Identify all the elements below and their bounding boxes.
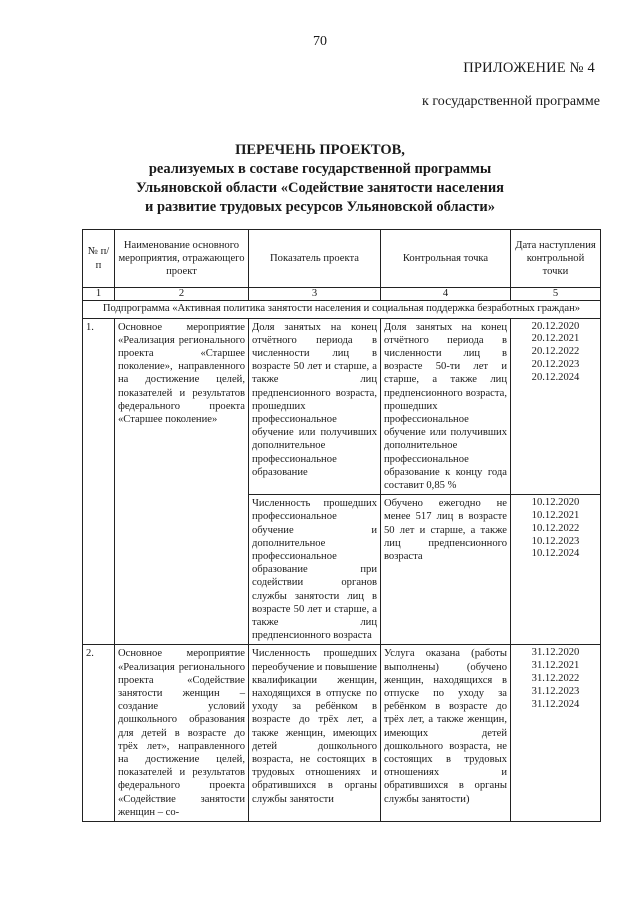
subprogram-title: Подпрограмма «Активная политика занятости населения и социальная поддержка безработных граждан»: [83, 301, 601, 319]
document-title: [0, 141, 640, 217]
subprogram-row: [83, 301, 601, 319]
date-item: 20.12.2024: [531, 371, 580, 383]
date-item: 31.12.2020: [531, 647, 580, 659]
table-row: [83, 318, 601, 495]
title-line-1: ПЕРЕЧЕНЬ ПРОЕКТОВ,: [235, 142, 405, 158]
row-checkpoint: Обучено ежегодно не менее 517 лиц в возрасте 50 лет и старше, а также лиц предпенсионного возраста: [381, 495, 511, 645]
row-measure: Основное мероприятие «Реализация регионального проекта «Содействие занятости женщин – создание условий дошкольного образования для детей в возрасте до трёх лет», направленного на достижение целей, показателей и результатов федерального проекта «Содействие занятости женщин – со-: [115, 645, 249, 822]
date-item: 20.12.2022: [531, 346, 580, 358]
row-dates: [511, 495, 601, 645]
header-measure: Наименование основного мероприятия, отражающего проект: [115, 230, 249, 288]
row-indicator: Численность прошедших профессиональное обучение и дополнительное профессиональное образование при содействии органов службы занятости лиц в возрасте 50 лет и старше, а также лиц предпенсионного возраста: [249, 495, 381, 645]
row-dates: [511, 645, 601, 822]
title-line-2: реализуемых в составе государственной программы: [148, 161, 492, 177]
date-item: 31.12.2023: [531, 685, 580, 697]
row-number: 1.: [83, 318, 115, 645]
table-header-row: [83, 230, 601, 288]
table-row: [83, 645, 601, 822]
date-item: 20.12.2023: [531, 358, 580, 370]
date-item: 31.12.2021: [531, 660, 580, 672]
header-checkpoint: Контрольная точка: [381, 230, 511, 288]
date-item: 10.12.2020: [531, 497, 580, 509]
row-indicator: Доля занятых на конец отчётного периода в численности лиц в возрасте 50 лет и старше, а также лиц предпенсионного возраста, прошедших профессиональное обучение или получивших дополнительное профессиональное образование: [249, 318, 381, 495]
date-item: 20.12.2020: [531, 320, 580, 332]
row-checkpoint: Доля занятых на конец отчётного периода в численности лиц в возрасте 50-ти лет и старше, а также лиц предпенсионного возраста, прошедших профессиональное обучение или получивших дополнительное профессиональное образование к концу года составит 0,85 %: [381, 318, 511, 495]
row-checkpoint: Услуга оказана (работы выполнены) (обучено женщин, находящихся в отпуске по уходу за ребёнком в возрасте до трёх лет, а также женщин, имеющих детей дошкольного возраста, не состоящих в трудовых отношениях и обратившихся в органы службы занятости): [381, 645, 511, 822]
title-line-4: и развитие трудовых ресурсов Ульяновской области»: [144, 199, 496, 215]
column-number-row: [83, 288, 601, 301]
projects-table: [82, 229, 601, 822]
title-line-3: Ульяновской области «Содействие занятости населения: [135, 180, 505, 196]
date-item: 10.12.2021: [531, 509, 580, 521]
date-item: 20.12.2021: [531, 333, 580, 345]
date-item: 31.12.2022: [531, 672, 580, 684]
column-number: 5: [511, 288, 601, 301]
appendix-subtitle: к государственной программе: [422, 94, 600, 109]
header-indicator: Показатель проекта: [249, 230, 381, 288]
column-number: 3: [249, 288, 381, 301]
row-measure: Основное мероприятие «Реализация регионального проекта «Старшее поколение», направленного на достижение целей, показателей и результатов федерального проекта «Старшее поколение»: [115, 318, 249, 645]
row-indicator: Численность прошедших переобучение и повышение квалификации женщин, находящихся в отпуске по уходу за ребёнком в возрасте до трёх лет, а также женщин, имеющих детей дошкольного возраста, не состоящих в трудовых отношениях и обратившихся в органы службы занятости: [249, 645, 381, 822]
row-number: 2.: [83, 645, 115, 822]
appendix-label: ПРИЛОЖЕНИЕ № 4: [463, 60, 595, 76]
header-date: Дата наступления контрольной точки: [511, 230, 601, 288]
row-dates: [511, 318, 601, 495]
column-number: 2: [115, 288, 249, 301]
header-number: № п/п: [83, 230, 115, 288]
column-number: 4: [381, 288, 511, 301]
date-item: 31.12.2024: [531, 698, 580, 710]
date-item: 10.12.2022: [531, 522, 580, 534]
page-number: 70: [313, 34, 327, 49]
date-item: 10.12.2024: [531, 548, 580, 560]
date-item: 10.12.2023: [531, 535, 580, 547]
column-number: 1: [83, 288, 115, 301]
